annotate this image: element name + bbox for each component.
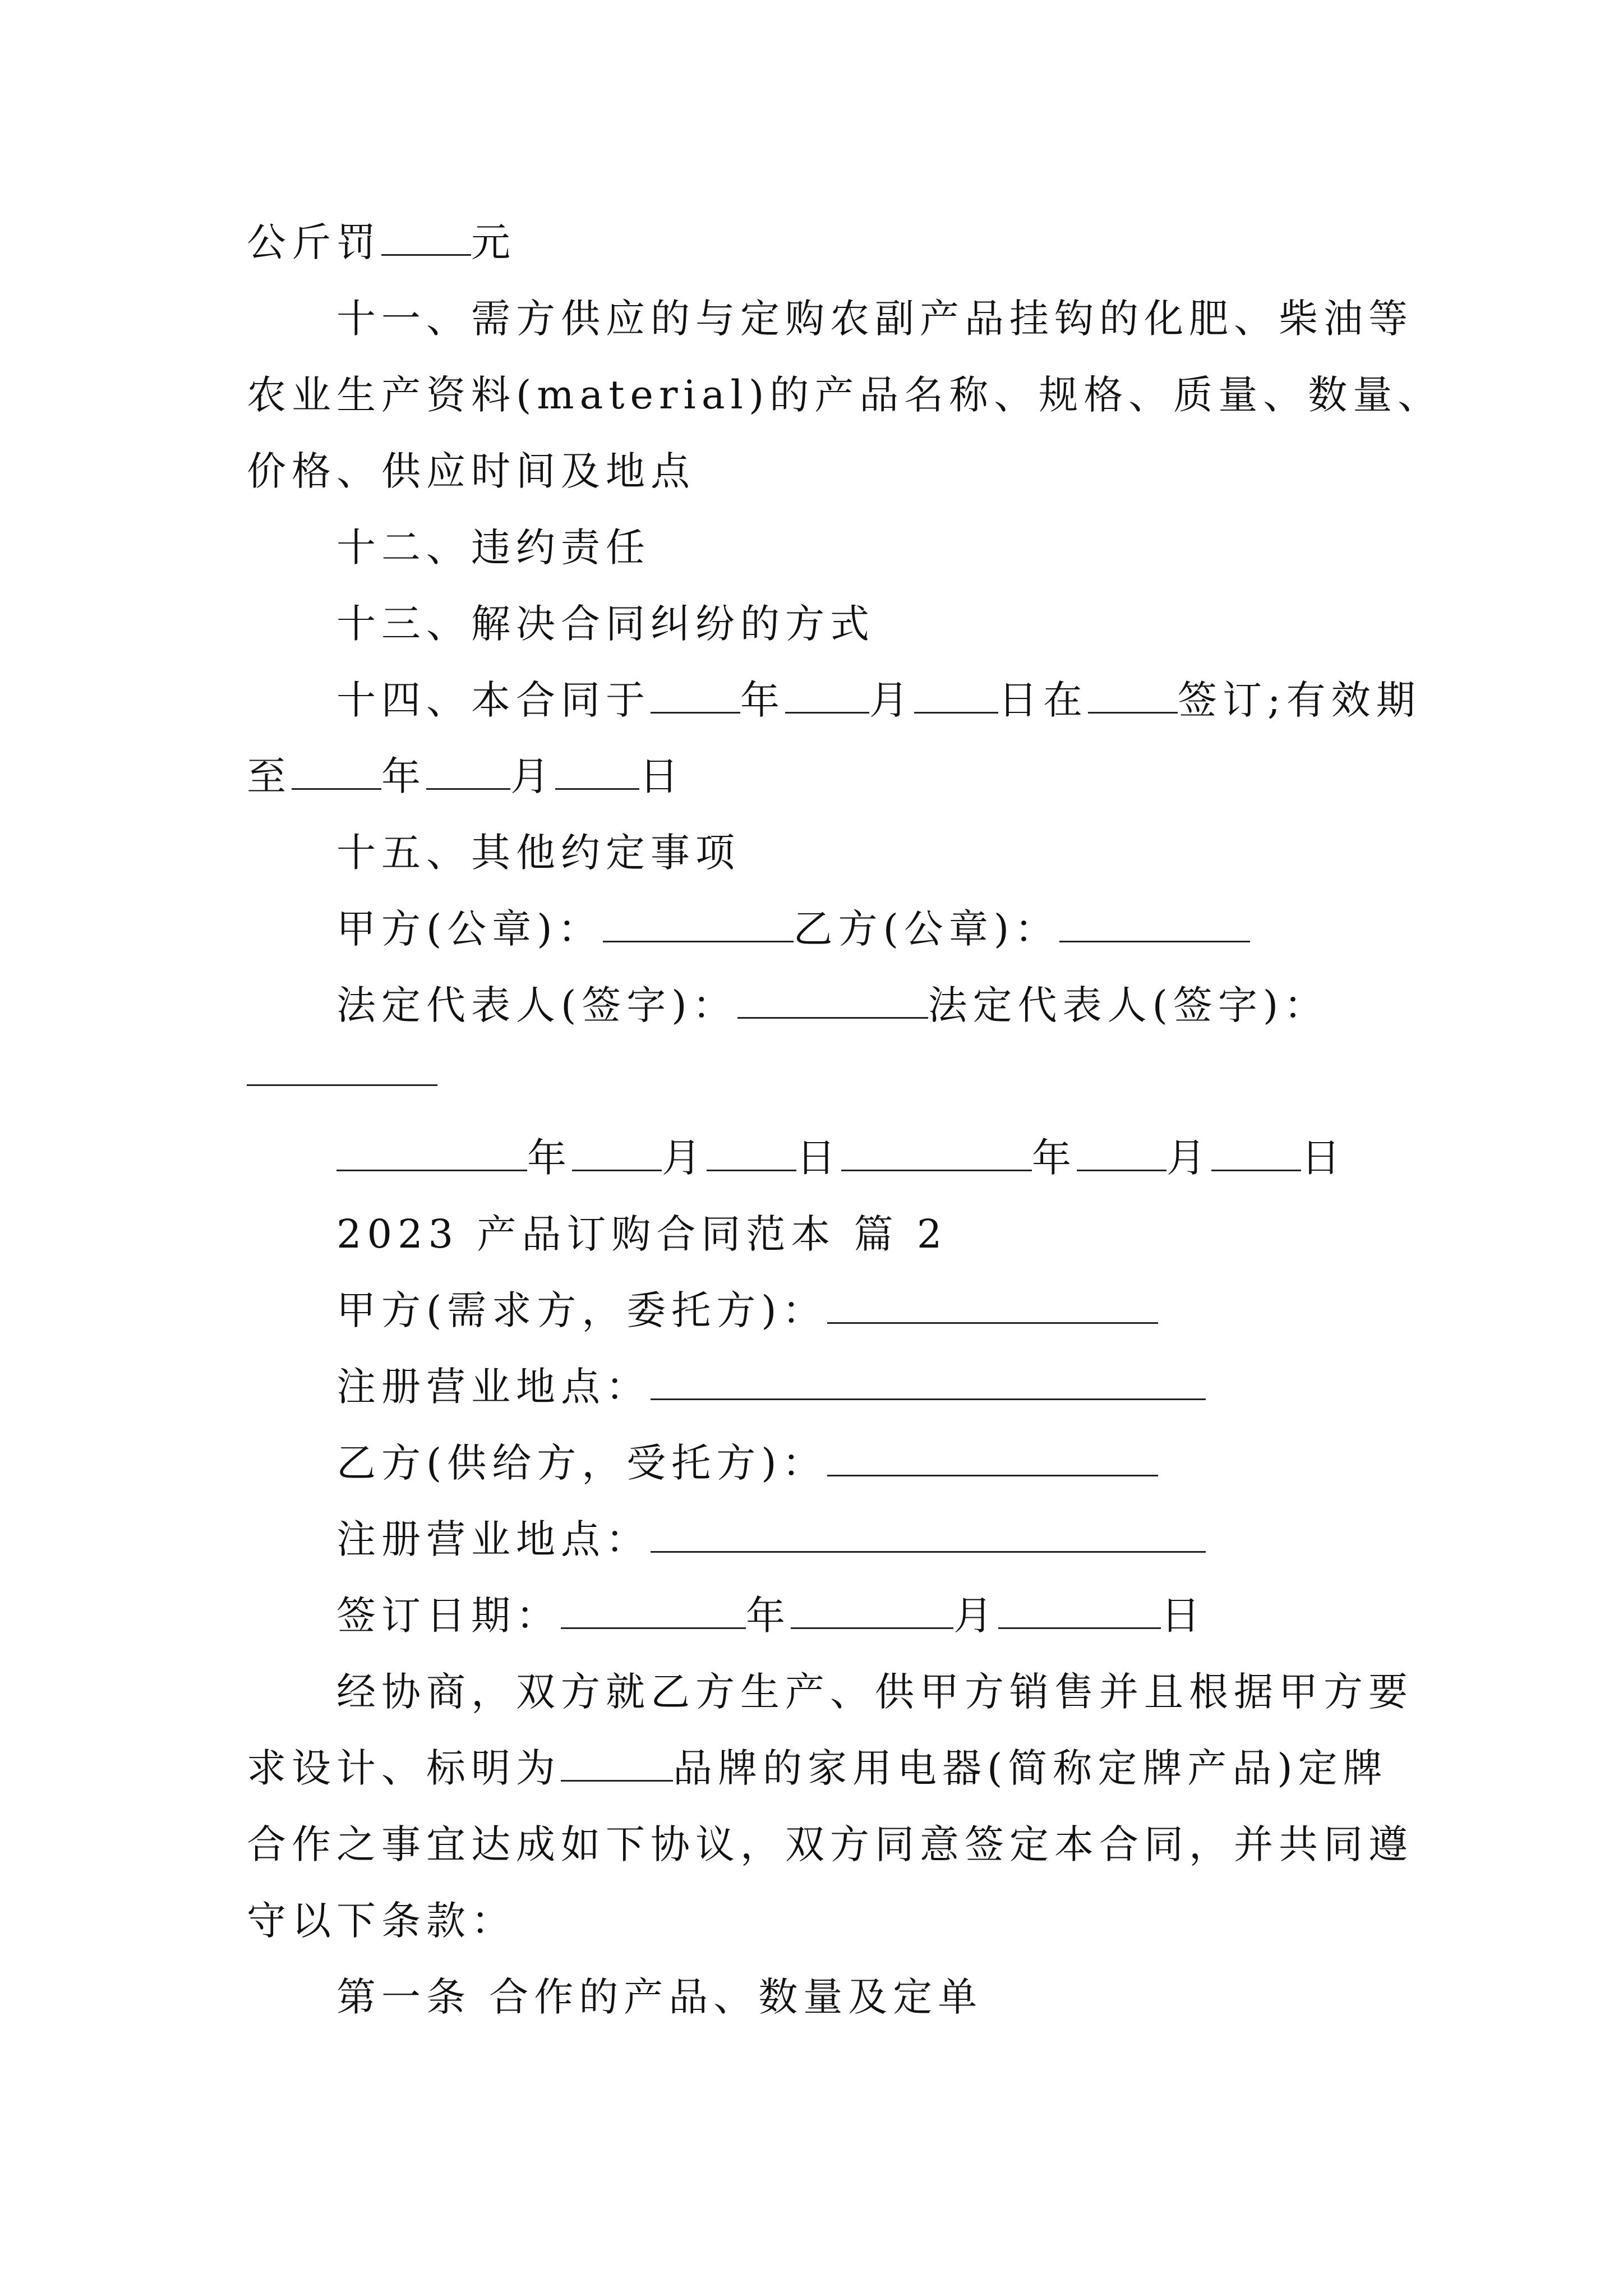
party-a-line: 甲方(需求方，委托方)： — [336, 1282, 1158, 1338]
day-blank — [998, 1593, 1161, 1629]
year-blank — [651, 677, 740, 714]
signature-date-line: 年 月 日 年 月 日 — [336, 1130, 1346, 1186]
year-blank — [292, 753, 381, 790]
agreement-line-1: 经协商，双方就乙方生产、供甲方销售并且根据甲方要 — [336, 1669, 1413, 1715]
month-blank — [572, 1135, 662, 1171]
seal-line: 甲方(公章)： 乙方(公章)： — [336, 901, 1250, 957]
clause-11-line-1: 十一、需方供应的与定购农副产品挂钩的化肥、柴油等 — [336, 296, 1413, 342]
agreement-line-4: 守以下条款： — [247, 1898, 516, 1944]
clause-15: 十五、其他约定事项 — [336, 830, 740, 876]
year-blank — [336, 1135, 527, 1171]
party-b-address-blank — [651, 1516, 1206, 1553]
text-line: 公斤罚 元 — [247, 219, 516, 265]
signing-date-line: 签订日期： 年 月 日 — [336, 1593, 1206, 1639]
day-blank — [555, 753, 639, 790]
party-a-address-blank — [651, 1364, 1206, 1400]
blank-field — [381, 219, 471, 256]
clause-13: 十三、解决合同纠纷的方式 — [336, 601, 875, 647]
party-b-representative-blank — [247, 1050, 437, 1086]
clause-14-line-2: 至 年 月 日 — [247, 753, 684, 799]
party-a-representative-blank — [737, 982, 928, 1019]
representative-continuation — [247, 1045, 437, 1101]
day-blank — [1211, 1135, 1301, 1171]
clause-11-line-3: 价格、供应时间及地点 — [247, 448, 695, 494]
agreement-line-2: 求设计、标明为 品牌的家用电器(简称定牌产品)定牌 — [247, 1745, 1388, 1791]
article-1-title: 第一条 合作的产品、数量及定单 — [336, 1974, 983, 2020]
day-blank — [707, 1135, 796, 1171]
clause-11-line-2: 农业生产资料(material)的产品名称、规格、质量、数量、 — [247, 372, 1443, 418]
month-blank — [426, 753, 510, 790]
clause-14-line-1: 十四、本合同于 年 月 日在 签订;有效期 — [336, 677, 1421, 723]
year-blank — [561, 1593, 746, 1629]
party-b-address-line: 注册营业地点： — [336, 1511, 1206, 1567]
month-blank — [791, 1593, 953, 1629]
month-blank — [1077, 1135, 1166, 1171]
month-blank — [785, 677, 869, 714]
agreement-line-3: 合作之事宜达成如下协议，双方同意签定本合同，并共同遵 — [247, 1821, 1413, 1867]
clause-12: 十二、违约责任 — [336, 524, 651, 570]
representative-line: 法定代表人(签字)： 法定代表人(签字)： — [336, 982, 1329, 1028]
brand-blank — [561, 1745, 673, 1782]
party-a-address-line: 注册营业地点： — [336, 1359, 1206, 1415]
party-b-name-blank — [827, 1440, 1158, 1476]
section-title: 2023 产品订购合同范本 篇 2 — [336, 1211, 948, 1257]
party-b-line: 乙方(供给方，受托方)： — [336, 1435, 1158, 1491]
place-blank — [1088, 677, 1178, 714]
party-a-name-blank — [827, 1287, 1158, 1324]
party-a-seal-blank — [603, 906, 794, 942]
party-b-seal-blank — [1059, 906, 1250, 942]
day-blank — [914, 677, 998, 714]
year-blank — [841, 1135, 1032, 1171]
